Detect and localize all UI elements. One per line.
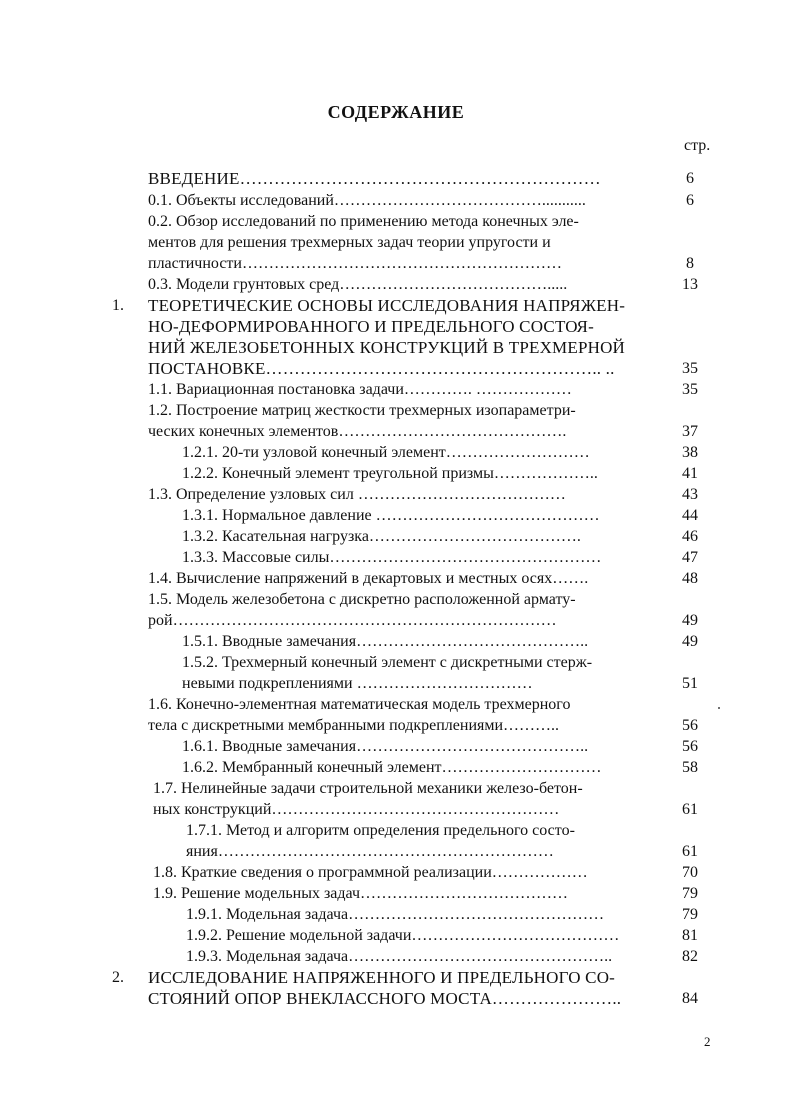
toc-entry-line: 1.3.2. Касательная нагрузка…………………………………. bbox=[182, 528, 581, 545]
toc-entry-page: 6 bbox=[686, 170, 694, 187]
toc-entry-line: ментов для решения трехмерных задач теории упругости и bbox=[148, 234, 551, 251]
toc-entry-line: 1.4. Вычисление напряжений в декартовых и местных осях……. bbox=[148, 570, 589, 587]
toc-entry-page: 81 bbox=[682, 927, 698, 944]
toc-entry-page: 70 bbox=[682, 864, 698, 881]
toc-entry-page: 79 bbox=[682, 906, 698, 923]
toc-entry-line: 1.9. Решение модельных задач………………………………… bbox=[153, 885, 569, 902]
toc-entry-page: 61 bbox=[682, 843, 698, 860]
toc-entry-page: 48 bbox=[682, 570, 698, 587]
scan-dot-mark bbox=[718, 707, 720, 709]
toc-entry-line: 1.1. Вариационная постановка задачи…………. ……………… bbox=[148, 381, 572, 398]
toc-entry-line: ных конструкций……………………………………………… bbox=[153, 801, 560, 818]
toc-entry-page: 35 bbox=[682, 381, 698, 398]
toc-entry-line: СТОЯНИЙ ОПОР ВНЕКЛАССНОГО МОСТА………………….. bbox=[148, 989, 622, 1008]
toc-entry-line: рой……………………………………………………………… bbox=[148, 612, 557, 629]
toc-entry-line: 1.2.1. 20-ти узловой конечный элемент……………………… bbox=[182, 444, 590, 461]
toc-entry-line: НИЙ ЖЕЛЕЗОБЕТОННЫХ КОНСТРУКЦИЙ В ТРЕХМЕРНОЙ bbox=[148, 338, 626, 357]
toc-entry-page: 8 bbox=[686, 255, 694, 272]
toc-entry-page: 41 bbox=[682, 465, 698, 482]
toc-entry-page: 37 bbox=[682, 423, 698, 440]
page-number: 2 bbox=[704, 1034, 711, 1049]
toc-entry-line: пластичности…………………………………………………… bbox=[148, 255, 562, 272]
toc-entry-page: 13 bbox=[682, 276, 698, 293]
toc-entry-page: 38 bbox=[682, 444, 698, 461]
toc-entry-page: 6 bbox=[686, 192, 694, 209]
toc-entry-line: 1.2. Построение матриц жесткости трехмерных изопараметри- bbox=[148, 402, 576, 419]
toc-entry-line: 1.2.2. Конечный элемент треугольной призмы……………….. bbox=[182, 465, 598, 482]
toc-entry-line: яния……………………………………………………… bbox=[186, 843, 554, 860]
toc-entry-page: 49 bbox=[682, 612, 698, 629]
toc-entry-line: 1.3.3. Массовые силы…………………………………………… bbox=[182, 549, 602, 566]
toc-entry-page: 44 bbox=[682, 507, 698, 524]
toc-entry-line: 1.6.1. Вводные замечания…………………………………….. bbox=[182, 738, 589, 755]
toc-entry-line: 1.3. Определение узловых сил ………………………………… bbox=[148, 486, 566, 503]
toc-entry-line: 1.5.1. Вводные замечания…………………………………….. bbox=[182, 633, 589, 650]
toc-entry-page: 82 bbox=[682, 948, 698, 965]
page-title: СОДЕРЖАНИЕ bbox=[327, 102, 465, 122]
toc-entry-page: 43 bbox=[682, 486, 698, 503]
toc-entry-page: 35 bbox=[682, 360, 698, 377]
toc-entry-line: ВВЕДЕНИЕ……………………………………………………… bbox=[148, 169, 601, 188]
toc-entry-line: 1.8. Краткие сведения о программной реализации……………… bbox=[153, 864, 588, 881]
toc-entry-line: 1.9.2. Решение модельной задачи………………………………… bbox=[186, 927, 620, 944]
toc-entry-page: 49 bbox=[682, 633, 698, 650]
toc-entry-page: 46 bbox=[682, 528, 698, 545]
toc-entry-line: невыми подкреплениями …………………………… bbox=[182, 675, 533, 692]
toc-entry-line: 1.7.1. Метод и алгоритм определения предельного состо- bbox=[186, 822, 575, 839]
toc-entry-page: 47 bbox=[682, 549, 698, 566]
toc-entry-page: 58 bbox=[682, 759, 698, 776]
toc-entry-line: тела с дискретными мембранными подкреплениями……….. bbox=[148, 717, 560, 734]
toc-entry-page: 84 bbox=[682, 990, 698, 1007]
toc-entry-line: 1.9.3. Модельная задача………………………………………….. bbox=[186, 948, 613, 965]
toc-entry-line: 0.1. Объекты исследований…………………………………........... bbox=[148, 192, 586, 209]
toc-entry-line: 1.9.1. Модельная задача………………………………………… bbox=[186, 906, 605, 923]
toc-entry-line: НО-ДЕФОРМИРОВАННОГО И ПРЕДЕЛЬНОГО СОСТОЯ- bbox=[148, 317, 594, 336]
toc-entry-page: 51 bbox=[682, 675, 698, 692]
toc-entry-page: 79 bbox=[682, 885, 698, 902]
toc-entry-line: ПОСТАНОВКЕ………………………………………………….. .. bbox=[148, 359, 615, 378]
toc-entry-line: ТЕОРЕТИЧЕСКИЕ ОСНОВЫ ИССЛЕДОВАНИЯ НАПРЯЖЕН- bbox=[148, 296, 626, 315]
toc-entry-number: 2. bbox=[112, 969, 124, 986]
toc-entry-line: 1.6. Конечно-элементная математическая модель трехмерного bbox=[148, 696, 571, 713]
page-column-label: стр. bbox=[684, 137, 711, 154]
toc-entry-line: ческих конечных элементов……………………………………. bbox=[148, 423, 567, 440]
toc-entry-line: 1.6.2. Мембранный конечный элемент………………………… bbox=[182, 759, 602, 776]
toc-entry-line: 0.3. Модели грунтовых сред…………………………………..... bbox=[148, 276, 568, 293]
toc-entry-number: 1. bbox=[112, 297, 124, 314]
toc-entry-page: 56 bbox=[682, 738, 698, 755]
toc-entry-line: 1.5. Модель железобетона с дискретно расположенной армату- bbox=[148, 591, 576, 608]
toc-entry-page: 61 bbox=[682, 801, 698, 818]
toc-entry-line: 1.5.2. Трехмерный конечный элемент с дискретными стерж- bbox=[182, 654, 593, 671]
toc-entry-line: 1.3.1. Нормальное давление …………………………………… bbox=[182, 507, 600, 524]
toc-entry-line: ИССЛЕДОВАНИЕ НАПРЯЖЕННОГО И ПРЕДЕЛЬНОГО СО- bbox=[148, 968, 616, 987]
toc-entry-page: 56 bbox=[682, 717, 698, 734]
toc-entry-line: 0.2. Обзор исследований по применению метода конечных эле- bbox=[148, 213, 579, 230]
toc-entry-line: 1.7. Нелинейные задачи строительной механики железо-бетон- bbox=[153, 780, 583, 797]
